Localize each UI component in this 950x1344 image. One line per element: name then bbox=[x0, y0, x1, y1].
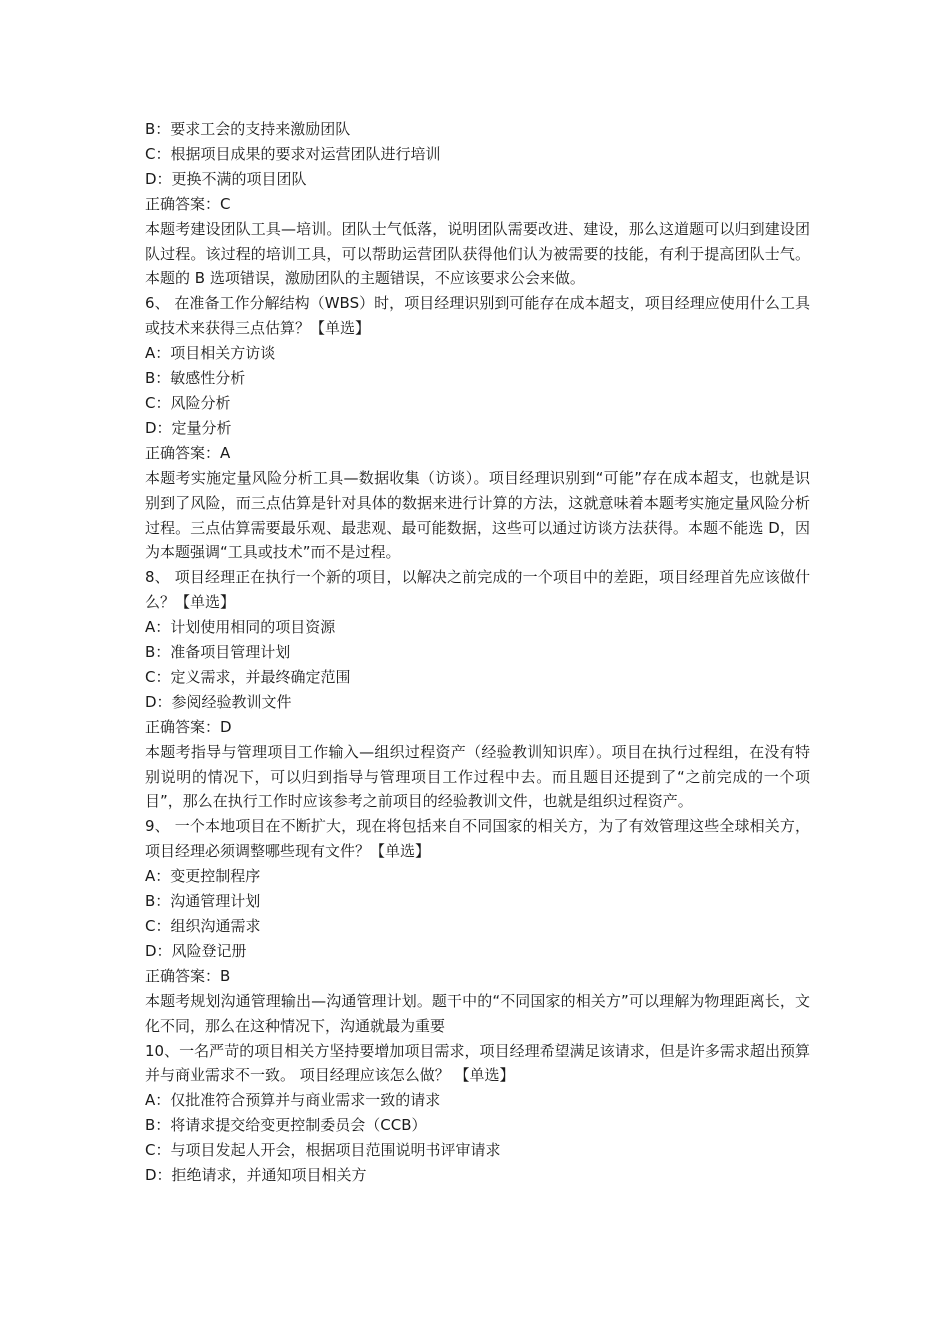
question-paragraph: 9、 一个本地项目在不断扩大，现在将包括来自不同国家的相关方，为了有效管理这些全球相关方，项目经理必须调整哪些现有文件？【单选】 bbox=[145, 817, 810, 861]
option-line: A：变更控制程序 bbox=[145, 867, 261, 886]
explanation-paragraph: 本题考建设团队工具—培训。团队士气低落，说明团队需要改进、建设，那么这道题可以归到建设团队过程。该过程的培训工具，可以帮助运营团队获得他们认为被需要的技能，有利于提高团队士气。本题的 B 选项错误，激励团队的主题错误，不应该要求公会来做。 bbox=[145, 219, 810, 288]
option-line: B：沟通管理计划 bbox=[145, 892, 261, 911]
option-line: C：根据项目成果的要求对运营团队进行培训 bbox=[145, 144, 441, 163]
option-line: B：准备项目管理计划 bbox=[145, 643, 291, 662]
option-line: C：组织沟通需求 bbox=[145, 917, 261, 935]
question-paragraph: 6、 在准备工作分解结构（WBS）时，项目经理识别到可能存在成本超支，项目经理应使用什么工具或技术来获得三点估算？【单选】 bbox=[145, 294, 810, 338]
option-line: D：拒绝请求，并通知项目相关方 bbox=[145, 1166, 367, 1185]
answer-line: 正确答案：A bbox=[145, 443, 231, 462]
answer-line: 正确答案：B bbox=[145, 966, 231, 985]
explanation-paragraph: 本题考实施定量风险分析工具—数据收集（访谈）。项目经理识别到“可能”存在成本超支，也就是识别到了风险，而三点估算是针对具体的数据来进行计算的方法，这就意味着本题考实施定量风险分析过程。三点估算需要最乐观、最悲观、最可能数据，这些可以通过访谈方法获得。本题不能选 D，因为本题强调“工具或技术”而不是过程。 bbox=[145, 468, 810, 562]
question-paragraph: 8、 项目经理正在执行一个新的项目，以解决之前完成的一个项目中的差距，项目经理首先应该做什么？【单选】 bbox=[145, 568, 810, 612]
answer-line: 正确答案：C bbox=[145, 194, 231, 213]
option-line: A：仅批准符合预算并与商业需求一致的请求 bbox=[145, 1091, 441, 1110]
option-line: D：参阅经验教训文件 bbox=[145, 692, 292, 711]
option-line: C：风险分析 bbox=[145, 393, 231, 412]
option-line: B：敏感性分析 bbox=[145, 369, 246, 388]
option-line: A：计划使用相同的项目资源 bbox=[145, 618, 336, 637]
explanation-paragraph: 本题考指导与管理项目工作输入—组织过程资产（经验教训知识库）。项目在执行过程组，在没有特别说明的情况下，可以归到指导与管理项目工作过程中去。而且题目还提到了“之前完成的一个项目”，那么在执行工作时应该参考之前项目的经验教训文件，也就是组织过程资产。 bbox=[145, 742, 810, 811]
option-line: D：定量分析 bbox=[145, 418, 232, 437]
document-page bbox=[145, 117, 810, 1188]
option-line: D：更换不满的项目团队 bbox=[145, 169, 307, 188]
option-line: B：将请求提交给变更控制委员会（CCB） bbox=[145, 1116, 427, 1135]
explanation-paragraph: 本题考规划沟通管理输出—沟通管理计划。题干中的“不同国家的相关方”可以理解为物理距离长，文化不同，那么在这种情况下，沟通就最为重要 bbox=[145, 991, 810, 1035]
option-line: C：与项目发起人开会，根据项目范围说明书评审请求 bbox=[145, 1141, 501, 1160]
option-line: D：风险登记册 bbox=[145, 941, 247, 960]
option-line: A：项目相关方访谈 bbox=[145, 344, 276, 363]
option-line: B：要求工会的支持来激励团队 bbox=[145, 120, 351, 138]
answer-line: 正确答案：D bbox=[145, 717, 232, 736]
question-paragraph: 10、一名严苛的项目相关方坚持要增加项目需求，项目经理希望满足该请求，但是许多需求超出预算并与商业需求不一致。 项目经理应该怎么做？ 【单选】 bbox=[145, 1041, 810, 1085]
option-line: C：定义需求，并最终确定范围 bbox=[145, 667, 351, 686]
